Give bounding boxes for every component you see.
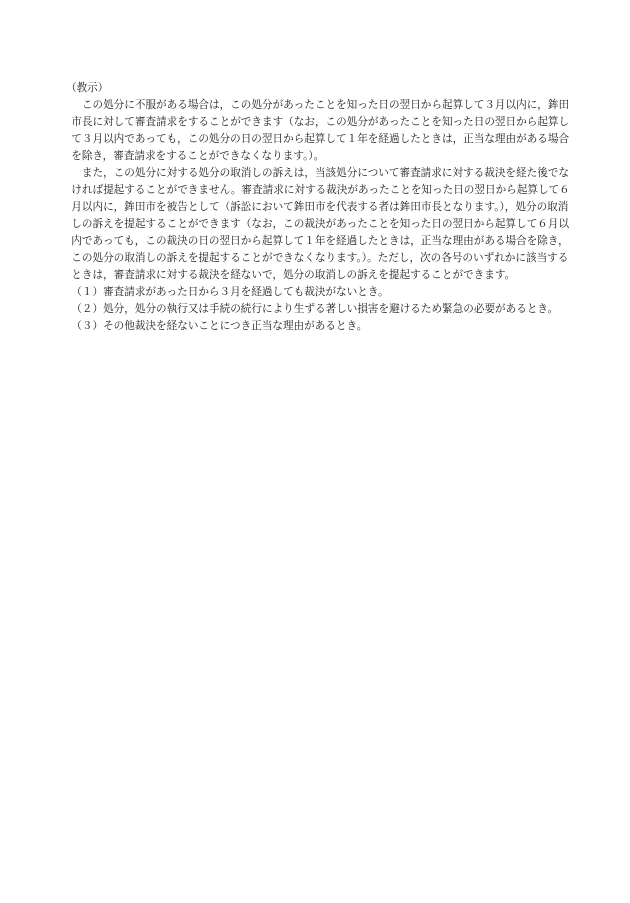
appeal-paragraph: この処分に不服がある場合は，この処分があったことを知った日の翌日から起算して３月以内に，鉾田市長に対して審査請求をすることができます（なお，この処分があったことを知った日の翌日から起算して３月以内であっても，この処分の日の翌日から起算して１年を経過したときは，正当な理由がある場合を除き，審査請求をすることができなくなります。）。 xyxy=(71,99,570,162)
condition-item-1: （１）審査請求があった日から３月を経過しても裁決がないとき。 xyxy=(71,286,389,298)
condition-item-2: （２）処分，処分の執行又は手続の続行により生ずる著しい損害を避けるため緊急の必要があるとき。 xyxy=(71,303,559,315)
notice-document xyxy=(66,80,574,335)
condition-item-3: （３）その他裁決を経ないことにつき正当な理由があるとき。 xyxy=(71,320,368,332)
notice-heading: （教示） xyxy=(66,82,109,94)
lawsuit-paragraph: また，この処分に対する処分の取消しの訴えは，当該処分について審査請求に対する裁決を経た後でなければ提起することができません。審査請求に対する裁決があったことを知った日の翌日から起算して６月以内に，鉾田市を被告として（訴訟において鉾田市を代表する者は鉾田市長となります。），処分の取消しの訴えを提起することができます（なお，この裁決があったことを知った日の翌日から起算して６月以内であっても，この裁決の日の翌日から起算して１年を経過したときは，正当な理由がある場合を除き，この処分の取消しの訴えを提起することができなくなります。）。ただし，次の各号のいずれかに該当するときは，審査請求に対する裁決を経ないで，処分の取消しの訴えを提起することができます。 xyxy=(71,167,570,281)
